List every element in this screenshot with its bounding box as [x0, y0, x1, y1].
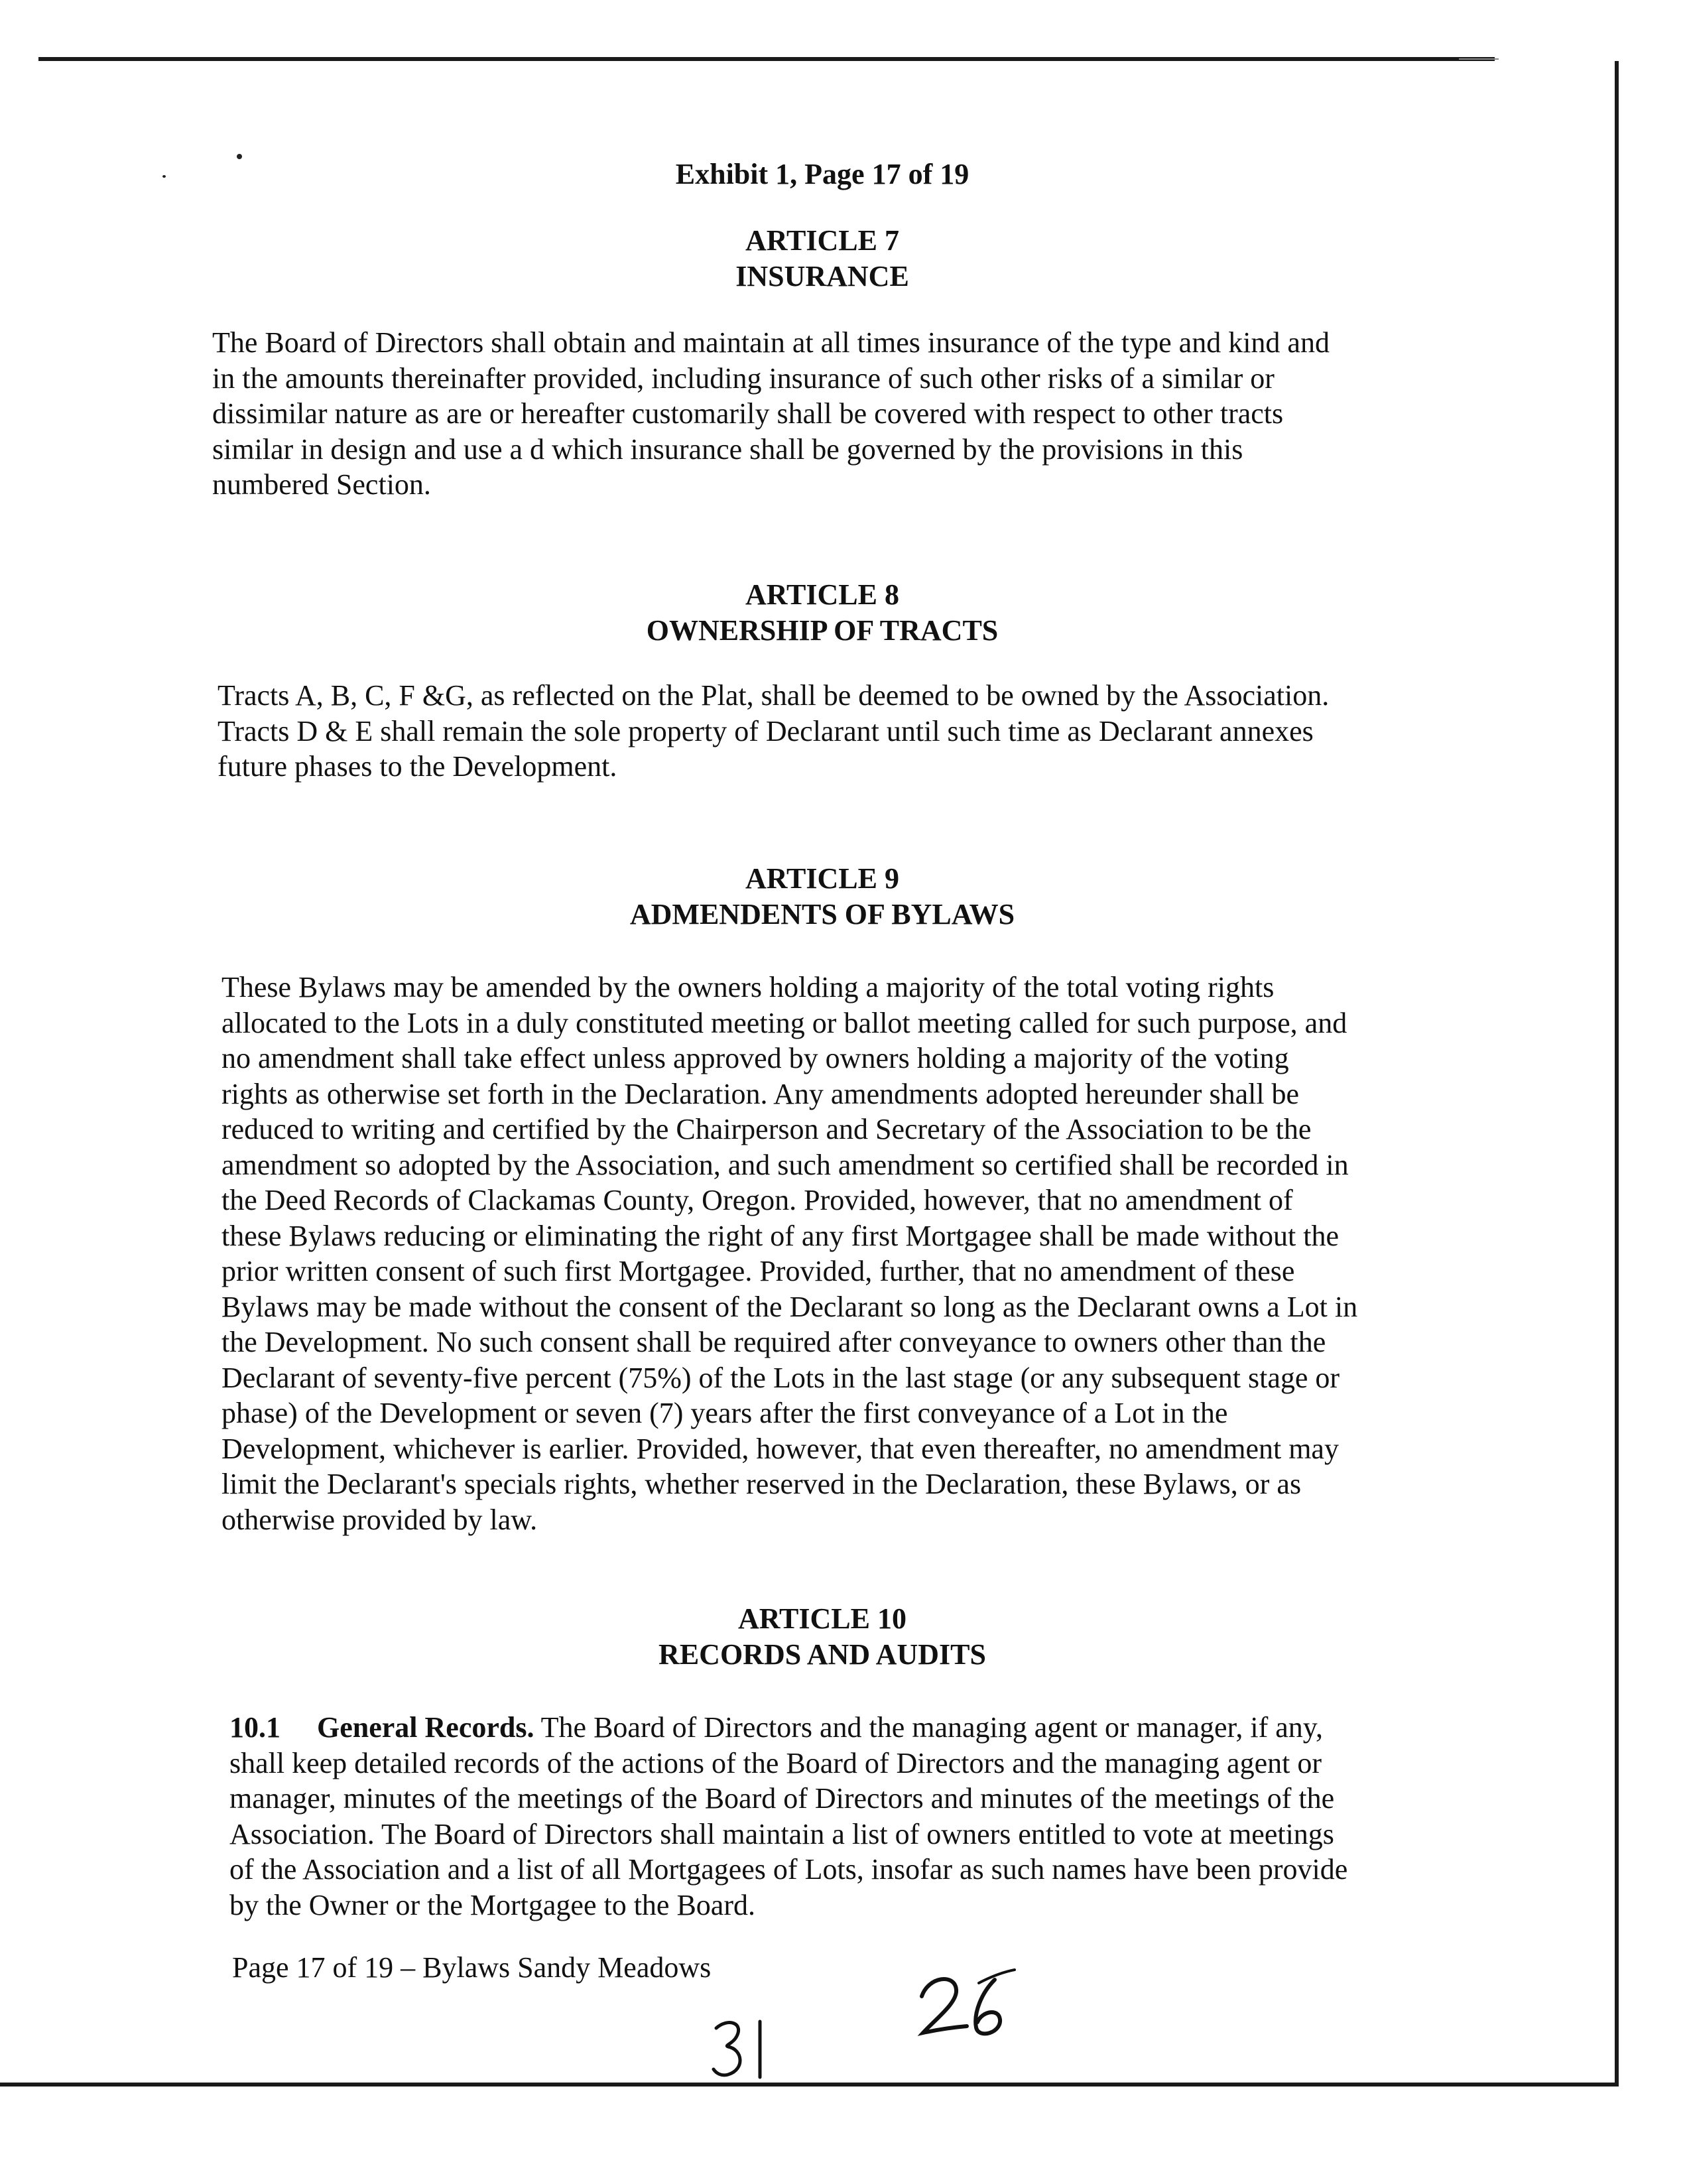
text-line: Association. The Board of Directors shall maintain a list of owners entitled to vote at meetings	[229, 1817, 1334, 1850]
article-8-body	[218, 678, 1464, 785]
article-7-body	[212, 325, 1459, 503]
text-line: the Development. No such consent shall be required after conveyance to owners other than the	[221, 1326, 1326, 1358]
text-line: allocated to the Lots in a duly constituted meeting or ballot meeting called for such purpose, and	[221, 1006, 1347, 1039]
text-line: Tracts A, B, C, F &G, as reflected on the Plat, shall be deemed to be owned by the Association.	[218, 679, 1330, 712]
text-line: similar in design and use a d which insurance shall be governed by the provisions in this	[212, 432, 1243, 466]
text-line: Bylaws may be made without the consent of the Declarant so long as the Declarant owns a Lot in	[221, 1290, 1358, 1323]
text-line: dissimilar nature as are or hereafter customarily shall be covered with respect to other tracts	[212, 397, 1284, 430]
right-border-line	[1615, 61, 1619, 2084]
article-9-number: ARTICLE 9	[745, 862, 899, 895]
text-line: The Board of Directors shall obtain and maintain at all times insurance of the type and kind and	[212, 326, 1330, 359]
text-line: shall keep detailed records of the actions of the Board of Directors and the managing agent or	[229, 1746, 1322, 1779]
text-line: amendment so adopted by the Association, and such amendment so certified shall be recorded in	[221, 1148, 1349, 1181]
text-line: reduced to writing and certified by the Chairperson and Secretary of the Association to be the	[221, 1113, 1312, 1145]
article-10-title: RECORDS AND AUDITS	[658, 1638, 986, 1671]
article-8-title: OWNERSHIP OF TRACTS	[646, 614, 999, 647]
article-9-body	[221, 970, 1468, 1537]
text-line: Development, whichever is earlier. Provided, however, that even thereafter, no amendment may	[221, 1432, 1339, 1465]
exhibit-header: Exhibit 1, Page 17 of 19	[675, 158, 969, 190]
handwritten-mark-31	[708, 2016, 781, 2083]
text-line: rights as otherwise set forth in the Declaration. Any amendments adopted hereunder shall be	[221, 1077, 1300, 1110]
text-line: limit the Declarant's specials rights, whether reserved in the Declaration, these Bylaws, or as	[221, 1468, 1302, 1500]
text-line: the Deed Records of Clackamas County, Oregon. Provided, however, that no amendment of	[221, 1184, 1293, 1216]
article-10-body	[229, 1710, 1476, 1923]
text-line: in the amounts thereinafter provided, including insurance of such other risks of a similar or	[212, 361, 1275, 395]
article-10-number: ARTICLE 10	[738, 1602, 906, 1635]
text-line: These Bylaws may be amended by the owners holding a majority of the total voting rights	[221, 971, 1275, 1003]
article-9-title: ADMENDENTS OF BYLAWS	[629, 898, 1015, 931]
text-line: phase) of the Development or seven (7) years after the first conveyance of a Lot in the	[221, 1397, 1228, 1429]
text-line: Tracts D & E shall remain the sole property of Declarant until such time as Declarant annexes	[218, 714, 1314, 747]
text-line: no amendment shall take effect unless approved by owners holding a majority of the voting	[221, 1042, 1289, 1074]
page-footer: Page 17 of 19 – Bylaws Sandy Meadows	[232, 1951, 712, 1984]
section-10-1-label: 10.1 General Records.	[229, 1711, 534, 1744]
section-10-1-text: The Board of Directors and the managing agent or manager, if any,	[534, 1711, 1323, 1744]
bottom-border-line	[0, 2083, 1619, 2087]
text-line: numbered Section.	[212, 468, 431, 501]
text-line: manager, minutes of the meetings of the Board of Directors and minutes of the meetings of the	[229, 1782, 1335, 1815]
text-line: these Bylaws reducing or eliminating the right of any first Mortgagee shall be made without the	[221, 1219, 1340, 1252]
text-line: prior written consent of such first Mortgagee. Provided, further, that no amendment of these	[221, 1255, 1295, 1287]
handwritten-mark-26	[915, 1966, 1021, 2046]
text-line: of the Association and a list of all Mortgagees of Lots, insofar as such names have been provide	[229, 1853, 1348, 1886]
text-line: by the Owner or the Mortgagee to the Board.	[229, 1888, 755, 1921]
text-line: otherwise provided by law.	[221, 1503, 538, 1536]
top-border-line	[38, 57, 1495, 61]
article-7-number: ARTICLE 7	[745, 224, 899, 257]
text-line: future phases to the Development.	[218, 750, 617, 783]
article-8-number: ARTICLE 8	[745, 578, 899, 611]
text-line: Declarant of seventy-five percent (75%) of the Lots in the last stage (or any subsequent stage or	[221, 1361, 1340, 1394]
text-line	[229, 1710, 1476, 1746]
top-border-line-faint	[1459, 58, 1499, 60]
article-7-title: INSURANCE	[735, 260, 909, 292]
